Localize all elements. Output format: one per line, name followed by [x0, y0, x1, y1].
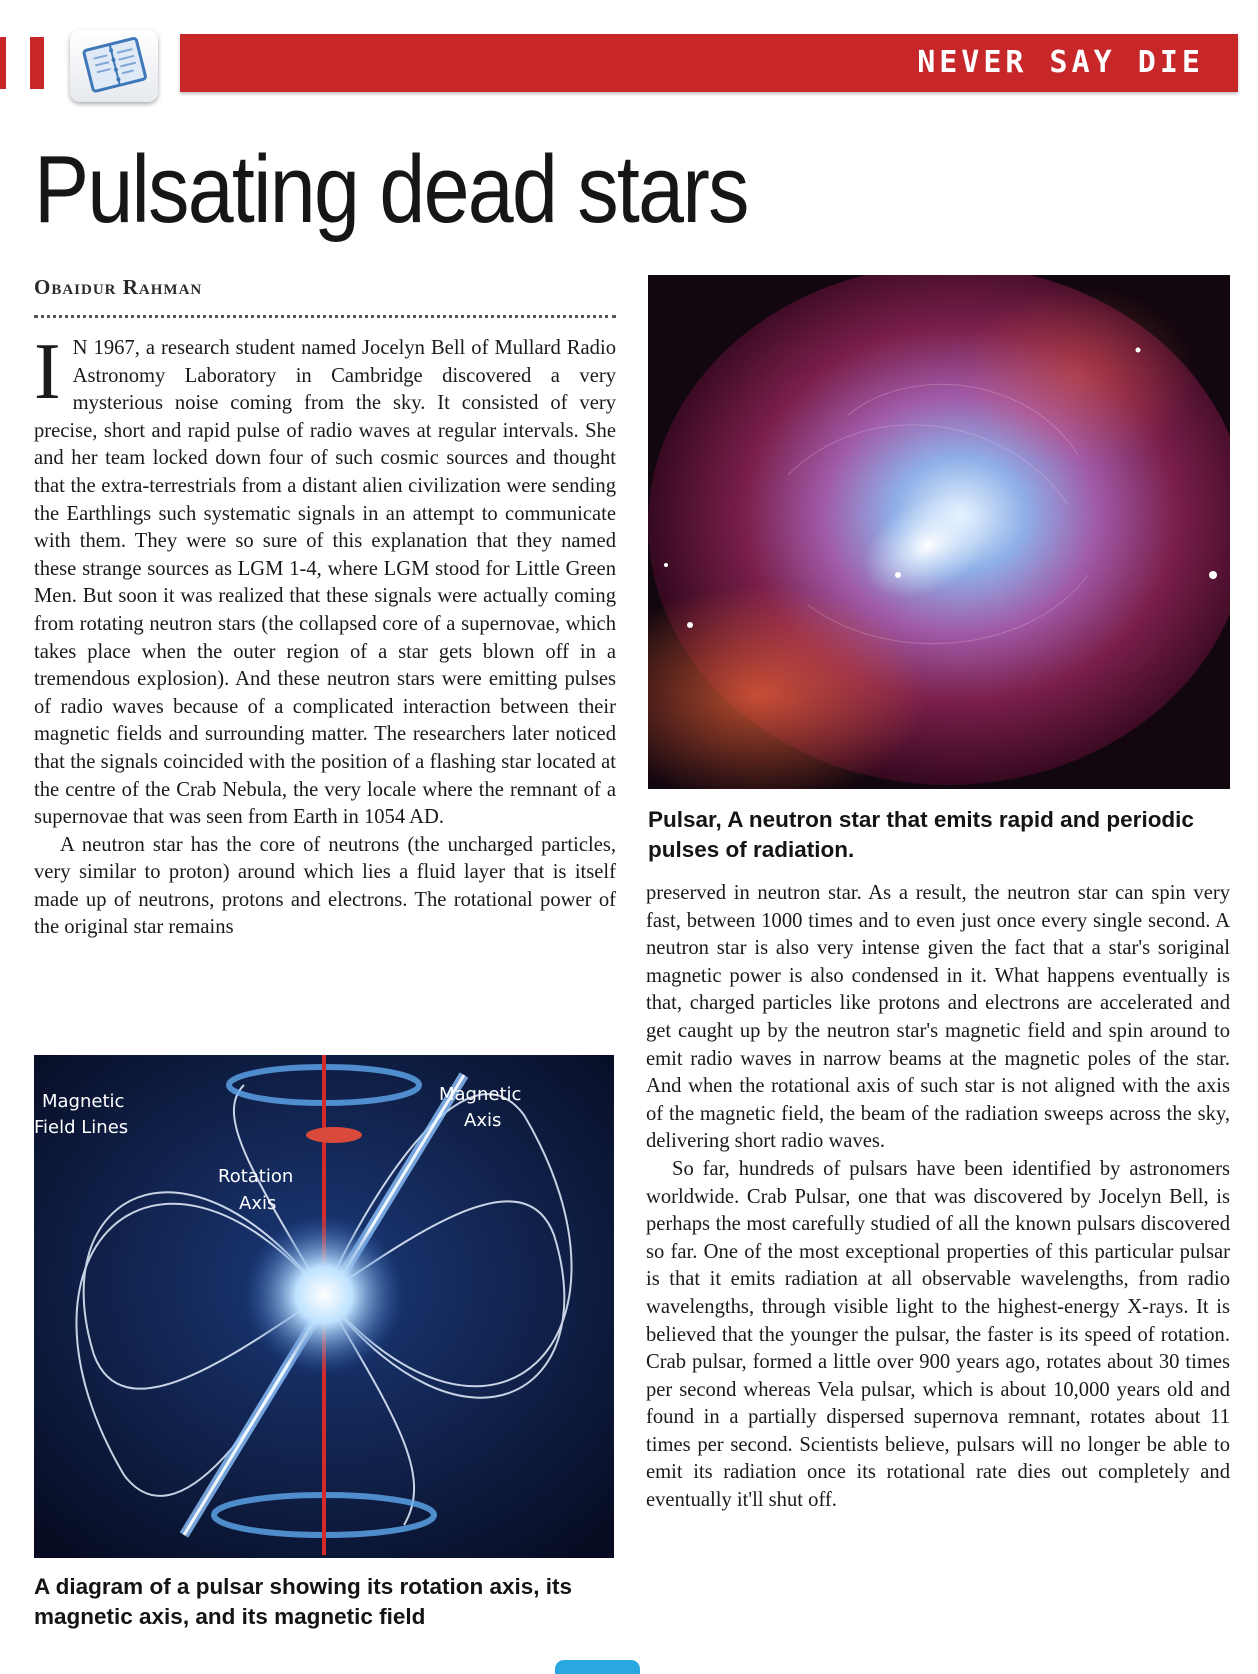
edge-accent-bar [0, 37, 6, 89]
header-accent-bar [30, 37, 44, 89]
diagram-caption: A diagram of a pulsar showing its rotation axis, its magnetic axis, and its magnetic field [34, 1574, 573, 1629]
crab-nebula-image [648, 275, 1230, 789]
paragraph: preserved in neutron star. As a result, the neutron star can spin very fast, between 1000 times and to even just once every single second. A neutron star is also very intense given the fact that a star's soriginal magnetic power is also condensed in it. What happens eventually is that, charged particles like protons and electrons are accelerated and get caught up by the neutron star's magnetic field and spin around to emit radio waves in narrow beams at the magnetic poles of the star. And when the rotational axis of such star is not aligned with the axis of the magnetic field, the beam of the radiation sweeps across the sky, delivering short radio waves. [646, 882, 1230, 1153]
rotation-axis-label: Axis [239, 1193, 277, 1214]
field-lines-label: Magnetic [42, 1091, 125, 1112]
pulsar-diagram [34, 1055, 614, 1558]
section-header-band [180, 34, 1238, 92]
right-text-column [646, 880, 1230, 1515]
magnetic-axis-label: Axis [464, 1110, 502, 1131]
drop-cap: I [34, 328, 61, 416]
crab-image-caption: Pulsar, A neutron star that emits rapid and periodic pulses of radiation. [648, 807, 1194, 862]
dotted-divider [34, 315, 616, 318]
paragraph: N 1967, a research student named Jocelyn Bell of Mullard Radio Astronomy Laboratory in Cambridge discovered a very mysterious noise coming from the sky. It consisted of very precise, short and rapid pulse of radio waves at regular intervals. She and her team locked down four of such cosmic sources and thought that the extra-terrestrials from a distant alien civilization were sending the Earthlings such systematic signals in an attempt to communicate with them. They were so sure of this explanation that they named these strange sources as LGM 1-4, where LGM stood for Little Green Men. But soon it was realized that these signals were actually coming from rotating neutron stars (the collapsed core of a supernovae, which takes place when the outer region of a star gets blown off in a tremendous explosion). And these neutron stars were emitting pulses of radio waves because of a complicated interaction between their magnetic fields and surrounding matter. The researchers later noticed that the signals coincided with the position of a flashing star located at the centre of the Crab Nebula, the very locale where the remnant of a supernovae that was seen from Earth in 1054 AD. [34, 337, 616, 829]
paragraph: A neutron star has the core of neutrons (the uncharged particles, very similar to proton) around which lies a fluid layer that is itself made up of neutrons, protons and electrons. The rotational power of the original star remains [34, 833, 616, 939]
magnetic-axis-label: Magnetic [439, 1084, 522, 1105]
rotation-axis-label: Rotation [218, 1166, 294, 1187]
left-text-column [34, 328, 616, 942]
page-tab [555, 1660, 640, 1674]
paragraph: So far, hundreds of pulsars have been identified by astronomers worldwide. Crab Pulsar, one that was discovered by Jocelyn Bell, is perhaps the most carefully studied of all the known pulsars discovered so far. One of the most exceptional properties of this particular pulsar is that it emits radiation at all observable wavelengths, from radio wavelengths, through visible light to the highest-energy X-rays. It is believed that the younger the pulsar, the faster is its speed of rotation. Crab pulsar, formed a little over 900 years ago, rotates about 30 times per second whereas Vela pulsar, which is about 10,000 years old and found in a partially dispersed supernova remnant, rotates about 11 times per second. Scientists believe, pulsars will no longer be able to emit its radiation once its rotational rate dies out completely and eventually it'll shut off. [646, 1157, 1230, 1512]
article-title: Pulsating dead stars [34, 136, 748, 243]
notebook-icon [70, 30, 158, 102]
author-byline: Obaidur Rahman [34, 275, 203, 299]
section-tag: NEVER SAY DIE [917, 45, 1204, 80]
field-lines-label: Field Lines [34, 1117, 129, 1138]
